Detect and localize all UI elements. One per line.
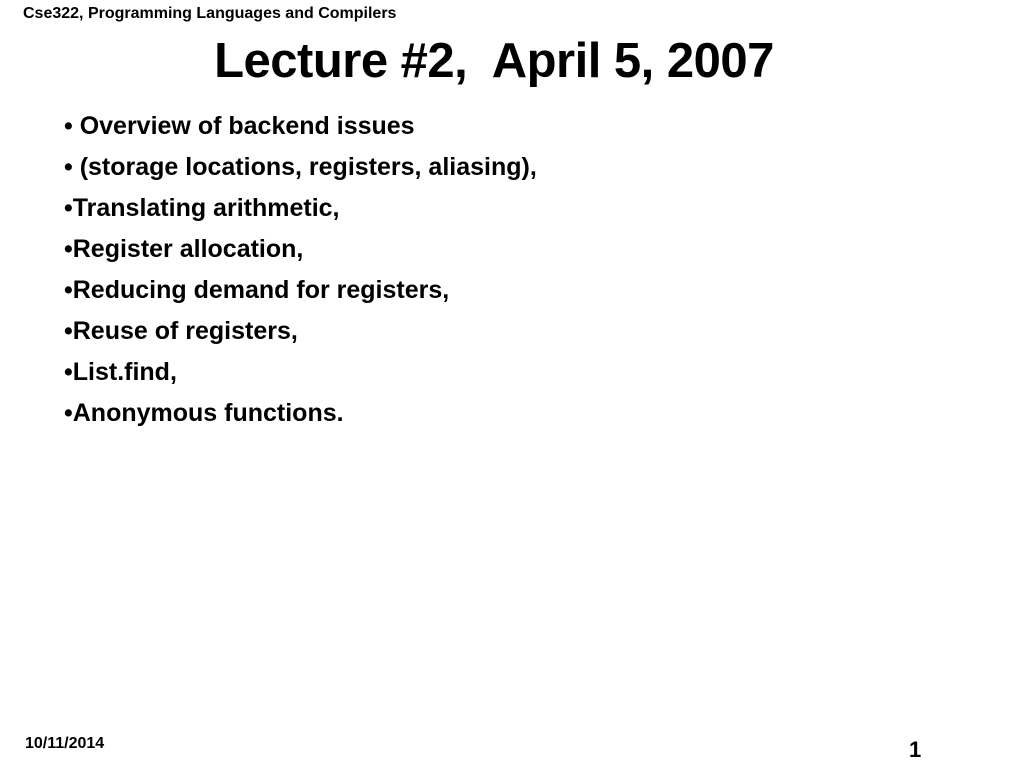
bullet-item: •List.find, xyxy=(64,358,177,386)
slide-title: Lecture #2, April 5, 2007 xyxy=(214,34,774,88)
bullet-item: • Overview of backend issues xyxy=(64,112,415,140)
bullet-item: •Anonymous functions. xyxy=(64,399,344,427)
bullet-item: •Reducing demand for registers, xyxy=(64,276,450,304)
course-header: Cse322, Programming Languages and Compilers xyxy=(23,5,397,22)
bullet-item: •Translating arithmetic, xyxy=(64,194,340,222)
bullet-list xyxy=(64,106,537,434)
page-number: 1 xyxy=(909,737,922,762)
footer-date: 10/11/2014 xyxy=(25,735,105,752)
bullet-item: • (storage locations, registers, aliasing), xyxy=(64,153,537,181)
bullet-item: •Reuse of registers, xyxy=(64,317,298,345)
bullet-item: •Register allocation, xyxy=(64,235,304,263)
